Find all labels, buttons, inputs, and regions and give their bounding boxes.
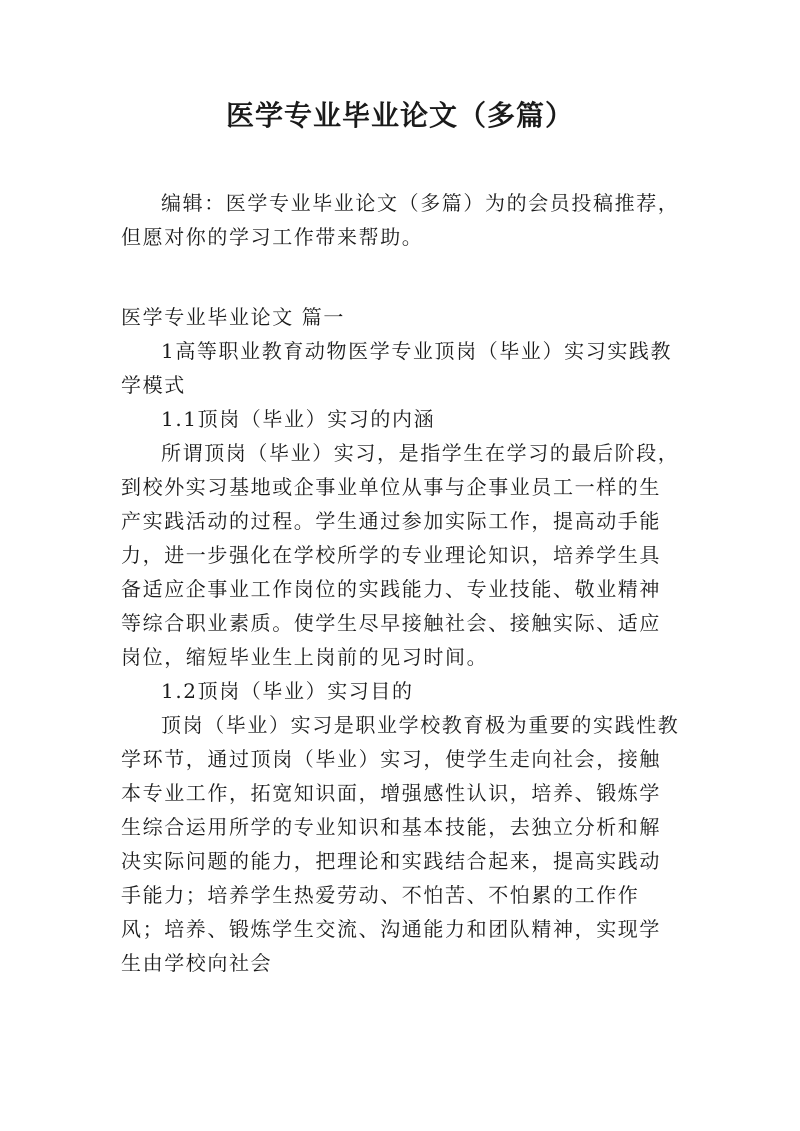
- intro-paragraph: 编辑：医学专业毕业论文（多篇）为的会员投稿推荐，但愿对你的学习工作带来帮助。: [121, 191, 680, 249]
- paragraph-1-2: 顶岗（毕业）实习是职业学校教育极为重要的实践性教学环节，通过顶岗（毕业）实习，使学生走向社会，接触本专业工作，拓宽知识面，增强感性认识，培养、锻炼学生综合运用所学的专业知识和基本技能，去独立分析和解决实际问题的能力，把理论和实践结合起来，提高实践动手能力；培养学生热爱劳动、不怕苦、不怕累的工作作风；培养、锻炼学生交流、沟通能力和团队精神，实现学生由学校向社会: [121, 713, 680, 975]
- heading-1-1: 1.1顶岗（毕业）实习的内涵: [161, 407, 436, 431]
- paragraph-1-1: 所谓顶岗（毕业）实习，是指学生在学习的最后阶段，到校外实习基地或企事业单位从事与企事业员工一样的生产实践活动的过程。学生通过参加实际工作，提高动手能力，进一步强化在学校所学的专业理论知识，培养学生具备适应企事业工作岗位的实践能力、专业技能、敬业精神等综合职业素质。使学生尽早接触社会、接触实际、适应岗位，缩短毕业生上岗前的见习时间。: [121, 441, 680, 669]
- document-title: 医学专业毕业论文（多篇）: [225, 99, 574, 132]
- intro-block: [121, 186, 681, 254]
- heading-1: 1高等职业教育动物医学专业顶岗（毕业）实习实践教学模式: [121, 339, 673, 397]
- article-body: [121, 300, 681, 980]
- section-heading: 医学专业毕业论文 篇一: [121, 305, 345, 329]
- heading-1-2: 1.2顶岗（毕业）实习目的: [161, 679, 414, 703]
